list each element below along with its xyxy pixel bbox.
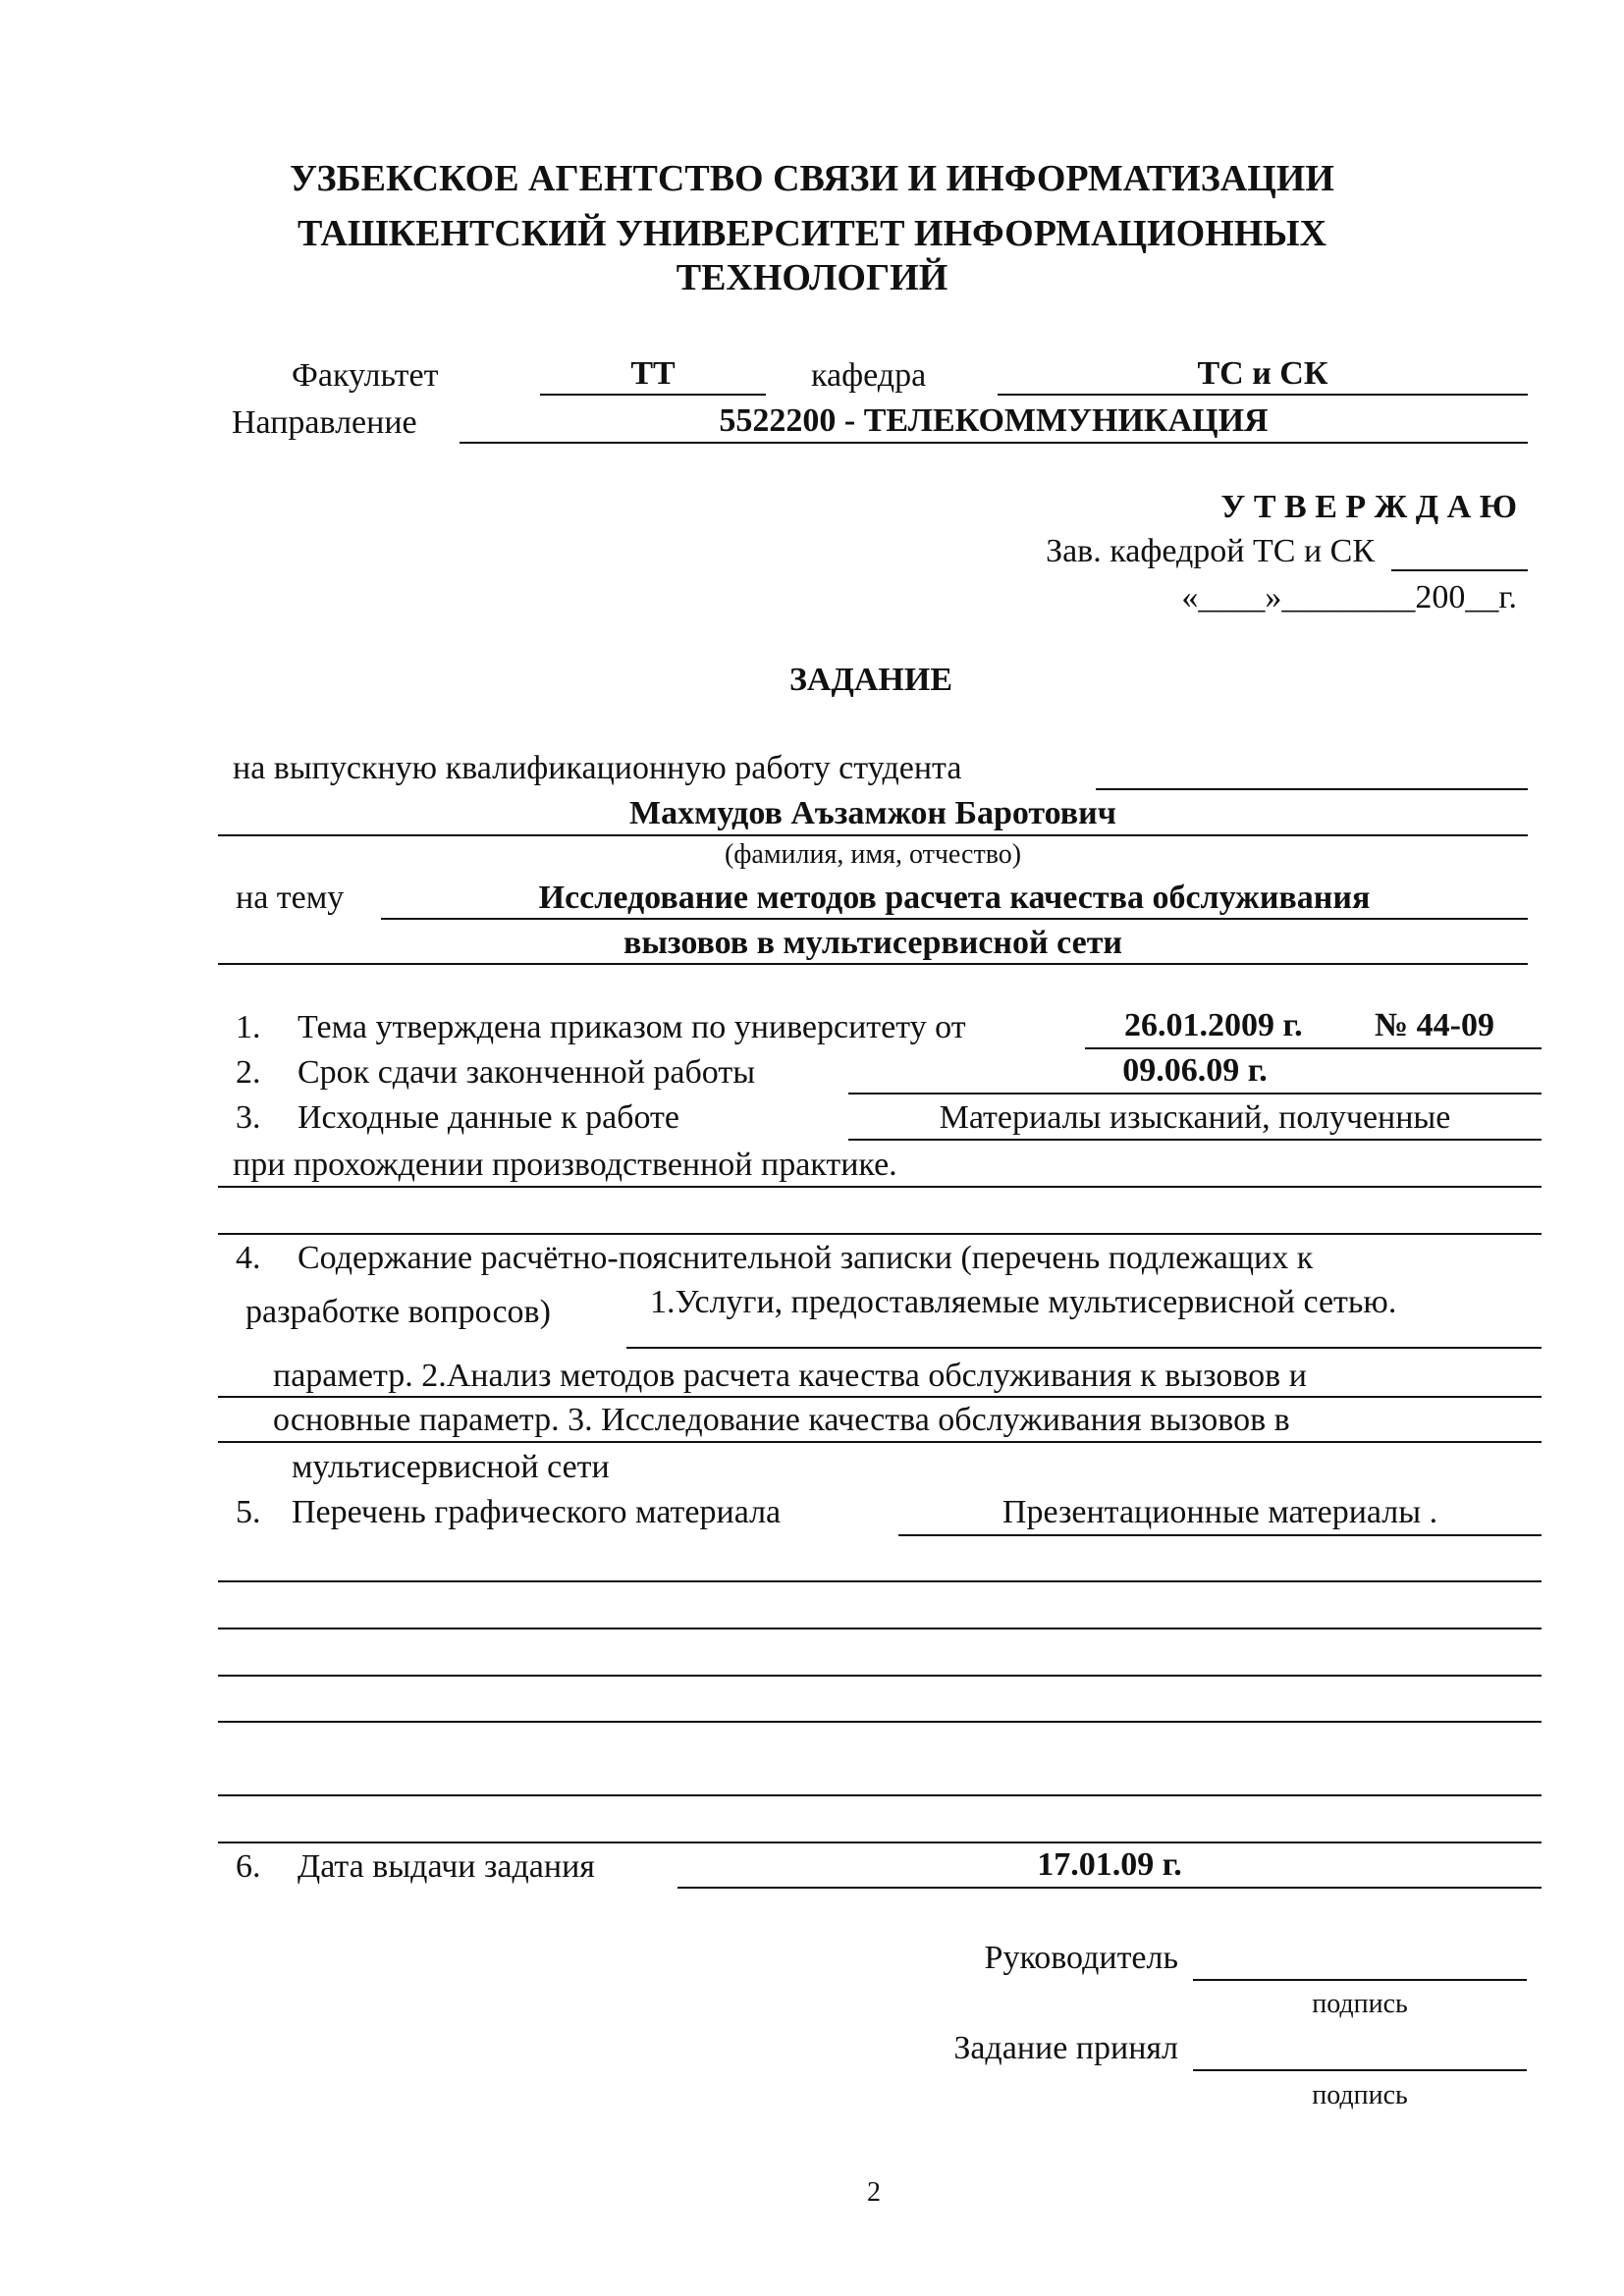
blank-line-7 — [218, 1842, 1542, 1843]
item3-underline — [848, 1139, 1542, 1141]
blank-line-2 — [218, 1580, 1542, 1582]
blank-line-3 — [218, 1628, 1542, 1629]
approval-date: «____»________200__г. — [1181, 579, 1517, 615]
supervisor-signature-line — [1193, 1979, 1527, 1981]
item4-line3-underline — [218, 1441, 1542, 1443]
faculty-underline — [540, 394, 766, 396]
item5-value: Презентационные материалы . — [1001, 1494, 1438, 1530]
approval-signature-line — [1391, 569, 1528, 571]
university-title-line1: ТАШКЕНТСКИЙ УНИВЕРСИТЕТ ИНФОРМАЦИОННЫХ — [297, 213, 1327, 254]
page-number: 2 — [867, 2177, 881, 2208]
item1-underline — [1085, 1047, 1542, 1049]
item3-label: Исходные данные к работе — [298, 1099, 679, 1136]
department-underline — [998, 394, 1528, 396]
blank-line-1 — [218, 1233, 1542, 1235]
item3-number: 3. — [236, 1099, 261, 1136]
blank-line-5 — [218, 1721, 1542, 1723]
item6-number: 6. — [236, 1848, 261, 1885]
accepted-signature-line — [1193, 2069, 1527, 2071]
direction-underline — [460, 442, 1528, 444]
direction-value: 5522200 - ТЕЛЕКОММУНИКАЦИЯ — [719, 402, 1269, 439]
item4-value-line4: мультисервисной сети — [292, 1449, 610, 1485]
department-value: ТС и СК — [1197, 355, 1328, 392]
student-name: Махмудов Аъзамжон Баротович — [629, 795, 1116, 831]
supervisor-signature-caption: подпись — [1312, 1989, 1408, 2019]
item5-underline — [898, 1534, 1542, 1536]
student-label: на выпускную квалификационную работу студента — [233, 750, 962, 786]
approval-head: Зав. кафедрой ТС и СК — [1046, 533, 1375, 569]
item5-label: Перечень графического материала — [292, 1494, 782, 1530]
approval-title: У Т В Е Р Ж Д А Ю — [1220, 489, 1517, 525]
faculty-label: Факультет — [292, 357, 439, 394]
item1-number: 1. — [236, 1009, 261, 1045]
direction-label: Направление — [232, 404, 417, 441]
faculty-value: ТТ — [630, 355, 676, 392]
item4-number: 4. — [236, 1240, 261, 1276]
accepted-signature-caption: подпись — [1312, 2080, 1408, 2110]
item6-underline — [677, 1887, 1542, 1889]
topic-line2-underline — [218, 963, 1528, 965]
item2-label: Срок сдачи законченной работы — [298, 1054, 756, 1091]
topic-line2: вызовов в мультисервисной сети — [623, 925, 1122, 961]
topic-line1-underline — [381, 918, 1528, 920]
task-title: ЗАДАНИЕ — [788, 662, 952, 698]
item3-continuation: при прохождении производственной практике. — [233, 1147, 897, 1183]
item4-line1-underline — [626, 1347, 1542, 1349]
item5-number: 5. — [236, 1494, 261, 1530]
item4-value-line3: основные параметр. 3. Исследование качества обслуживания вызовов в — [273, 1402, 1290, 1438]
student-label-underline — [1096, 788, 1528, 790]
department-label: кафедра — [811, 357, 927, 394]
item1-date: 26.01.2009 г. — [1124, 1007, 1303, 1043]
item1-label: Тема утверждена приказом по университету от — [298, 1009, 966, 1045]
item2-value: 09.06.09 г. — [1122, 1052, 1268, 1089]
item3-cont-underline — [218, 1186, 1542, 1188]
item4-value-line1: 1.Услуги, предоставляемые мультисервисной сетью. — [650, 1284, 1397, 1320]
item1-order: № 44-09 — [1375, 1007, 1494, 1043]
blank-line-6 — [218, 1794, 1542, 1796]
item3-value: Материалы изысканий, полученные — [939, 1099, 1451, 1136]
item2-underline — [848, 1093, 1542, 1095]
item4-label-cont: разработке вопросов) — [245, 1294, 551, 1330]
topic-label: на тему — [236, 880, 345, 916]
item4-label: Содержание расчётно-пояснительной записки (перечень подлежащих к — [298, 1240, 1314, 1276]
supervisor-label: Руководитель — [984, 1940, 1178, 1976]
item2-number: 2. — [236, 1054, 261, 1091]
blank-line-4 — [218, 1675, 1542, 1677]
item6-value: 17.01.09 г. — [1037, 1846, 1182, 1883]
university-title-line2: ТЕХНОЛОГИЙ — [676, 257, 948, 298]
topic-line1: Исследование методов расчета качества обслуживания — [538, 880, 1371, 916]
agency-title: УЗБЕКСКОЕ АГЕНТСТВО СВЯЗИ И ИНФОРМАТИЗАЦИИ — [290, 158, 1334, 199]
accepted-label: Задание принял — [953, 2030, 1178, 2066]
item4-line2-underline — [218, 1396, 1542, 1398]
name-caption: (фамилия, имя, отчество) — [724, 839, 1022, 870]
item6-label: Дата выдачи задания — [298, 1848, 595, 1885]
student-name-underline — [218, 834, 1528, 836]
item4-value-line2: параметр. 2.Анализ методов расчета качества обслуживания к вызовов и — [273, 1358, 1307, 1394]
